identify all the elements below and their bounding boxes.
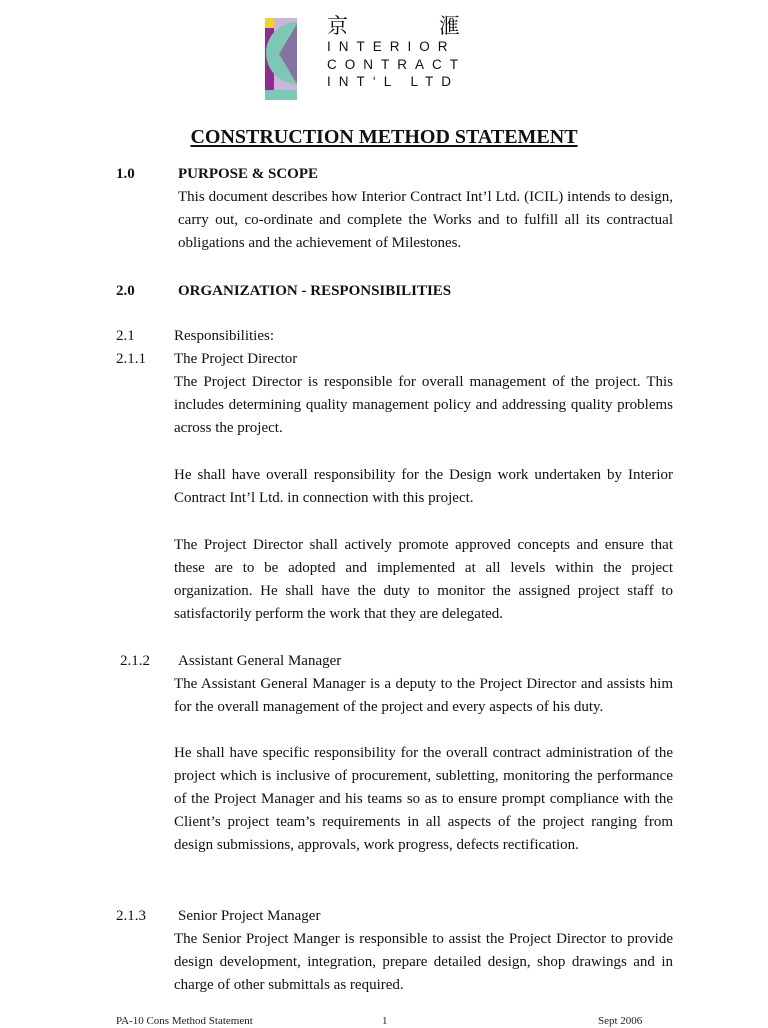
icil-logo-mark-icon (265, 18, 297, 100)
section-2-1-3-label: Senior Project Manager (178, 908, 321, 924)
footer-date: Sept 2006 (598, 1015, 643, 1027)
footer-page-number: 1 (382, 1015, 388, 1027)
logo-line-2: CONTRACT (327, 56, 466, 72)
section-2-1-3-paragraph-1: The Senior Project Manger is responsible to assist the Project Director to provide design development, integration, prepare detailed design, shop drawings and in charge of other submittals as required. (174, 931, 673, 993)
section-2-1-1-number: 2.1.1 (116, 351, 146, 367)
document-title: CONSTRUCTION METHOD STATEMENT (190, 126, 578, 148)
logo-english-name (327, 38, 467, 91)
logo-line-1: INTERIOR (327, 39, 456, 54)
section-2-number: 2.0 (116, 283, 135, 299)
section-2-1-1-paragraph-3: The Project Director shall actively promote approved concepts and ensure that these are to be adopted and implemented at all levels within the project organization. He shall have the duty to monitor the assigned project staff to satisfactorily perform the work that they are delegated. (174, 537, 673, 622)
logo-chinese-right: 滙 (439, 14, 460, 38)
section-2-1-number: 2.1 (116, 328, 135, 344)
section-2-1-1-label: The Project Director (174, 351, 298, 367)
section-2-1-label: Responsibilities: (174, 328, 275, 344)
logo-line-3: INT‘L LTD (327, 74, 460, 89)
section-2-1-2-paragraph-2: He shall have specific responsibility for the overall contract administration of the project which is inclusive of procurement, subletting, monitoring the performance of the Project Manager and his teams so as to ensure prompt compliance with the Client’s project team’s requirements in all aspects of the project ranging from design submissions, approvals, work progress, defects rectification. (174, 745, 673, 853)
section-2-1-2-label: Assistant General Manager (178, 653, 342, 669)
section-1-heading: PURPOSE & SCOPE (178, 166, 319, 182)
company-logo (265, 14, 466, 102)
footer-document-ref: PA-10 Cons Method Statement (116, 1015, 253, 1027)
logo-chinese-left: 京 (327, 14, 348, 38)
section-1-number: 1.0 (116, 166, 135, 182)
section-2-1-2-number: 2.1.2 (120, 653, 150, 669)
section-2-heading: ORGANIZATION - RESPONSIBILITIES (178, 283, 452, 299)
section-1-text: This document describes how Interior Contract Int’l Ltd. (ICIL) intends to design, carry out, co-ordinate and complete the Works and to fulfill all its contractual obligations and the achievement of Milestones. (178, 189, 673, 251)
section-2-1-1-paragraph-2: He shall have overall responsibility for the Design work undertaken by Interior Contract Int’l Ltd. in connection with this project. (174, 467, 673, 506)
section-2-1-1-paragraph-1: The Project Director is responsible for overall management of the project. This includes determining quality management policy and addressing quality problems across the project. (174, 374, 673, 436)
section-2-1-2-paragraph-1: The Assistant General Manager is a deputy to the Project Director and assists him for the overall management of the project and every aspects of his duty. (174, 676, 673, 715)
section-2-1-3-number: 2.1.3 (116, 908, 146, 924)
